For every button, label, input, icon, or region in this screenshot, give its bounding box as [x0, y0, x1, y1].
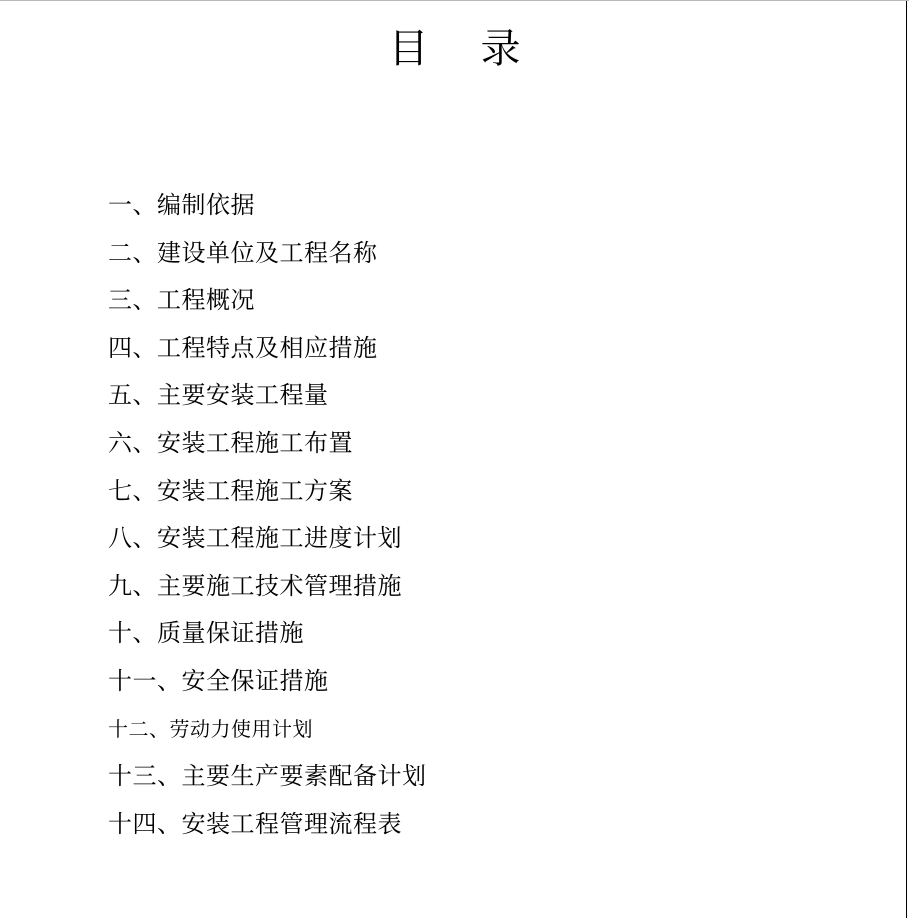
toc-item-1: 一、编制依据: [108, 191, 255, 219]
table-of-contents: [108, 186, 427, 852]
toc-item-14: 十四、安装工程管理流程表: [108, 809, 402, 838]
title-char-2: 录: [480, 26, 521, 72]
toc-item-7: 七、安装工程施工方案: [108, 476, 353, 505]
toc-item-11: 十一、安全保证措施: [108, 666, 329, 695]
toc-item-3: 三、工程概况: [108, 286, 255, 315]
toc-item-9: 九、主要施工技术管理措施: [108, 571, 402, 600]
toc-item-2: 二、建设单位及工程名称: [108, 238, 378, 267]
page-right-border: [906, 1, 907, 918]
page-title: [0, 25, 909, 73]
toc-item-8: 八、安装工程施工进度计划: [108, 524, 402, 553]
title-char-1: 目: [388, 26, 429, 72]
toc-item-6: 六、安装工程施工布置: [108, 428, 353, 457]
toc-item-12: 十二、劳动力使用计划: [108, 716, 313, 741]
toc-item-10: 十、质量保证措施: [108, 619, 304, 648]
toc-item-5: 五、主要安装工程量: [108, 381, 329, 410]
toc-item-4: 四、工程特点及相应措施: [108, 333, 378, 362]
toc-item-13: 十三、主要生产要素配备计划: [108, 762, 427, 791]
